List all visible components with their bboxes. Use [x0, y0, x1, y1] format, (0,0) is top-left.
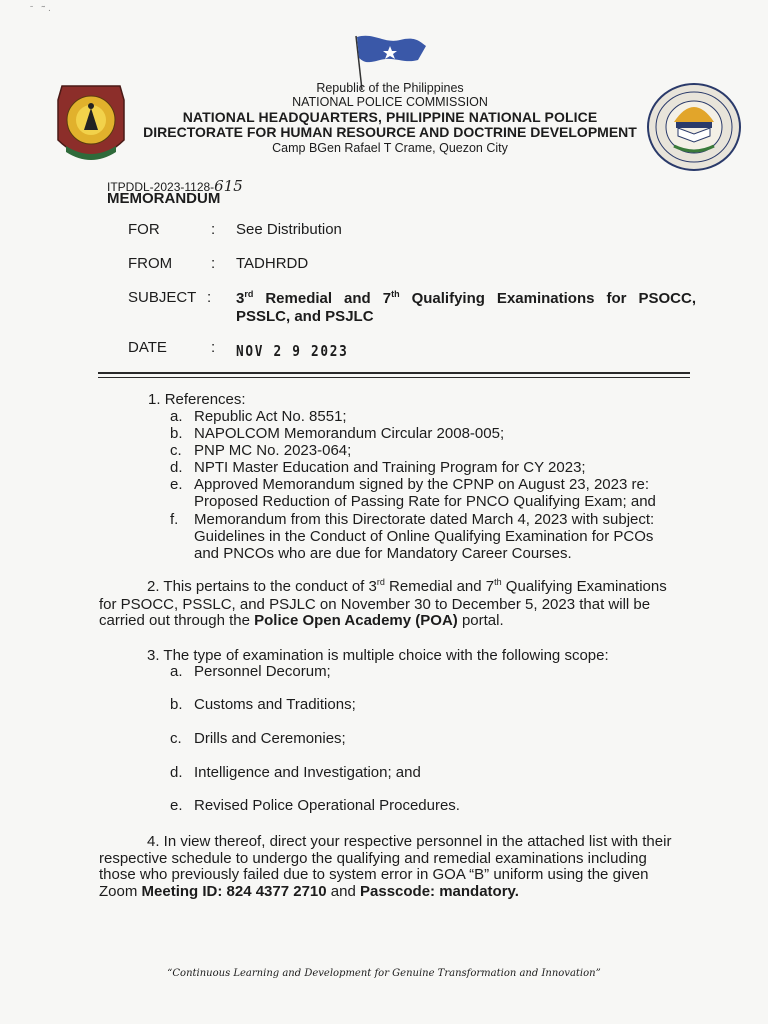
from-label: FROM	[128, 255, 173, 272]
header-napolcom: NATIONAL POLICE COMMISSION	[292, 95, 488, 109]
header-nhq: NATIONAL HEADQUARTERS, PHILIPPINE NATIONAL POLICE	[182, 109, 598, 125]
ref-a-text: Republic Act No. 8551;	[194, 408, 347, 425]
reference-number-printed: ITPDDL-2023-1128-	[107, 180, 215, 194]
subject-colon: :	[207, 289, 212, 306]
ref-c	[170, 443, 351, 459]
ref-e	[170, 477, 649, 493]
subject-part-3: Qualifying Examinations for PSOCC, PSSLC, and PSJLC	[236, 290, 696, 325]
date-stamp: NOV 2 9 2023	[236, 342, 349, 360]
para2-part3: Qualifying Examinations	[501, 578, 667, 595]
para2-line1	[147, 579, 667, 595]
para4-line3: those who previously failed due to system error in GOA “B” uniform using the given	[99, 866, 649, 883]
scope-a	[170, 664, 331, 680]
header-address: Camp BGen Rafael T Crame, Quezon City	[272, 141, 508, 155]
para4-zoom: Zoom	[99, 883, 142, 900]
scope-b-text: Customs and Traditions;	[194, 696, 356, 713]
subject-value	[236, 290, 696, 326]
scope-e-text: Revised Police Operational Procedures.	[194, 797, 460, 814]
memo-title: MEMORANDUM	[107, 190, 221, 207]
date-colon: :	[211, 339, 216, 356]
subject-sup-1: rd	[244, 289, 254, 299]
ref-b-text: NAPOLCOM Memorandum Circular 2008-005;	[194, 425, 505, 442]
para2-line3-pre: carried out through the	[99, 612, 255, 629]
ref-c-label: c.	[170, 442, 182, 459]
scan-specks: ˉ ˜ ·	[30, 5, 52, 16]
from-colon: :	[211, 255, 216, 272]
subject-part-2: Remedial and 7	[253, 290, 392, 307]
para1-heading	[148, 392, 246, 408]
para2-part2: Remedial and 7	[384, 578, 495, 595]
ref-f-line3: and PNCOs who are due for Mandatory Career Courses.	[194, 545, 572, 562]
para2-line3	[99, 613, 504, 629]
from-value: TADHRDD	[236, 255, 309, 272]
para2-sup1: rd	[376, 577, 385, 587]
scope-a-label: a.	[170, 663, 183, 680]
para4-line1: 4. In view thereof, direct your respective personnel in the attached list with their	[147, 833, 672, 850]
ref-f	[170, 512, 654, 528]
ref-f-line2: Guidelines in the Conduct of Online Qualifying Examination for PCOs	[194, 528, 654, 545]
para2-part1: 2. This pertains to the conduct of 3	[147, 578, 377, 595]
ref-c-text: PNP MC No. 2023-064;	[194, 442, 352, 459]
reference-number-handwritten: 615	[214, 177, 243, 195]
ref-d	[170, 460, 586, 476]
scope-d	[170, 765, 421, 781]
ref-a	[170, 409, 347, 425]
scope-c-text: Drills and Ceremonies;	[194, 730, 346, 747]
para4-line4	[99, 884, 519, 900]
scope-c-label: c.	[170, 730, 182, 747]
ref-b-label: b.	[170, 425, 183, 442]
scope-c	[170, 731, 346, 747]
scope-b	[170, 697, 356, 713]
scope-b-label: b.	[170, 696, 183, 713]
subject-part-1: 3	[236, 290, 245, 307]
scope-d-label: d.	[170, 764, 183, 781]
ref-e-line1: Approved Memorandum signed by the CPNP on August 23, 2023 re:	[194, 476, 650, 493]
scope-a-text: Personnel Decorum;	[194, 663, 331, 680]
para4-and: and	[326, 883, 360, 900]
passcode: Passcode: mandatory.	[360, 883, 519, 900]
for-label: FOR	[128, 221, 160, 238]
for-colon: :	[211, 221, 216, 238]
date-label: DATE	[128, 339, 167, 356]
ref-d-text: NPTI Master Education and Training Program for CY 2023;	[194, 459, 586, 476]
para2-line2: for PSOCC, PSSLC, and PSJLC on November 30 to December 5, 2023 that will be	[99, 596, 651, 613]
ref-e-line2: Proposed Reduction of Passing Rate for PNCO Qualifying Exam; and	[194, 493, 656, 510]
para2-line3-post: portal.	[457, 612, 504, 629]
para2-sup2: th	[494, 577, 502, 587]
subject-label: SUBJECT	[128, 289, 197, 306]
subject-sup-2: th	[391, 289, 400, 299]
ref-b	[170, 426, 504, 442]
footer-motto: “Continuous Learning and Development for Genuine Transformation and Innovation”	[167, 968, 601, 979]
para1-title: References:	[164, 391, 246, 408]
ref-a-label: a.	[170, 408, 183, 425]
header-divider	[98, 372, 690, 378]
scope-e	[170, 798, 460, 814]
for-value: See Distribution	[236, 221, 342, 238]
meeting-id: Meeting ID: 824 4377 2710	[141, 883, 327, 900]
ref-f-label: f.	[170, 511, 179, 528]
header-directorate: DIRECTORATE FOR HUMAN RESOURCE AND DOCTRINE DEVELOPMENT	[143, 124, 637, 140]
scope-e-label: e.	[170, 797, 183, 814]
para3-intro: 3. The type of examination is multiple choice with the following scope:	[147, 647, 609, 664]
para4-line2: respective schedule to undergo the qualifying and remedial examinations including	[99, 850, 647, 867]
para1-number: 1.	[148, 391, 161, 408]
ref-f-line1: Memorandum from this Directorate dated March 4, 2023 with subject:	[194, 511, 655, 528]
header-republic: Republic of the Philippines	[316, 81, 464, 95]
ref-d-label: d.	[170, 459, 183, 476]
scope-d-text: Intelligence and Investigation; and	[194, 764, 421, 781]
poa-portal: Police Open Academy (POA)	[254, 612, 458, 629]
ref-e-label: e.	[170, 476, 183, 493]
